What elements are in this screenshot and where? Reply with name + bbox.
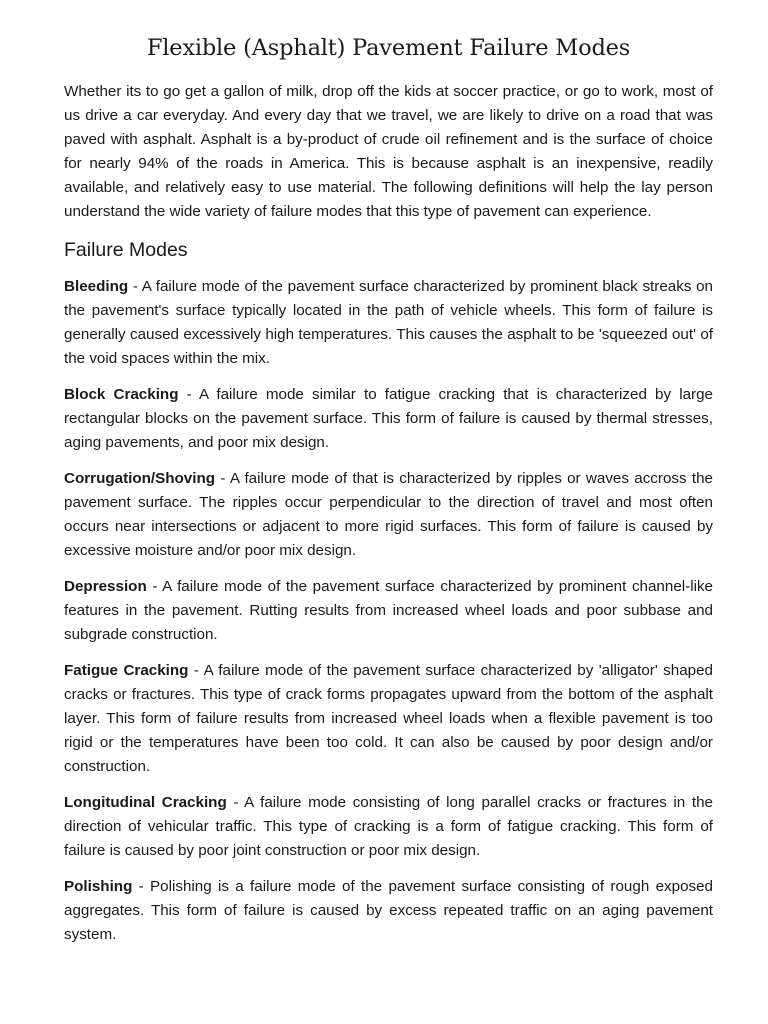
term-corrugation-shoving (64, 467, 713, 563)
term-definition: - A failure mode consisting of long parallel cracks or fractures in the direction of vehicular traffic. This type of cracking is a form of fatigue cracking. This form of failure is caused by poor joint construction or poor mix design. (64, 794, 713, 859)
document-page (64, 30, 713, 959)
term-name: Bleeding (64, 278, 129, 295)
term-fatigue-cracking (64, 659, 713, 779)
term-definition: - A failure mode of the pavement surface characterized by prominent channel-like features in the pavement. Rutting results from increased wheel loads and poor subbase and subgrade construction. (64, 578, 713, 643)
term-name: Block Cracking (64, 386, 179, 403)
document-title: Flexible (Asphalt) Pavement Failure Modes (146, 35, 631, 61)
intro-paragraph: Whether its to go get a gallon of milk, drop off the kids at soccer practice, or go to work, most of us drive a car everyday. And every day that we travel, we are likely to drive on a road that was paved with asphalt. Asphalt is a by-product of crude oil refinement and is the surface of choice for nearly 94% of the roads in America. This is because asphalt is an inexpensive, readily available, and relatively easy to use material. The following definitions will help the lay person understand the wide variety of failure modes that this type of pavement can experience. (64, 83, 713, 220)
term-depression (64, 575, 713, 647)
term-definition: - A failure mode of the pavement surface characterized by 'alligator' shaped cracks or fractures. This type of crack forms propagates upward from the bottom of the asphalt layer. This form of failure results from increased wheel loads when a flexible pavement is too rigid or the temperatures have been too cold. It can also be caused by poor design and/or construction. (64, 662, 713, 775)
term-name: Longitudinal Cracking (64, 794, 227, 811)
term-definition: - A failure mode similar to fatigue cracking that is characterized by large rectangular blocks on the pavement surface. This form of failure is caused by thermal stresses, aging pavements, and poor mix design. (64, 386, 713, 451)
term-polishing (64, 875, 713, 947)
term-block-cracking (64, 383, 713, 455)
term-name: Corrugation/Shoving (64, 470, 216, 487)
term-definition: - Polishing is a failure mode of the pavement surface consisting of rough exposed aggregates. This form of failure is caused by excess repeated traffic on an aging pavement system. (64, 878, 713, 943)
term-bleeding (64, 275, 713, 371)
term-name: Fatigue Cracking (64, 662, 189, 679)
term-name: Depression (64, 578, 147, 595)
section-heading-failure-modes: Failure Modes (64, 239, 188, 261)
term-longitudinal-cracking (64, 791, 713, 863)
term-name: Polishing (64, 878, 133, 895)
term-definition: - A failure mode of that is characterized by ripples or waves accross the pavement surface. The ripples occur perpendicular to the direction of travel and most often occurs near intersections or adjacent to more rigid surfaces. This form of failure is caused by excessive moisture and/or poor mix design. (64, 470, 713, 559)
term-definition: - A failure mode of the pavement surface characterized by prominent black streaks on the pavement's surface typically located in the path of vehicle wheels. This form of failure is generally caused excessively high temperatures. This causes the asphalt to be 'squeezed out' of the void spaces within the mix. (64, 278, 713, 367)
